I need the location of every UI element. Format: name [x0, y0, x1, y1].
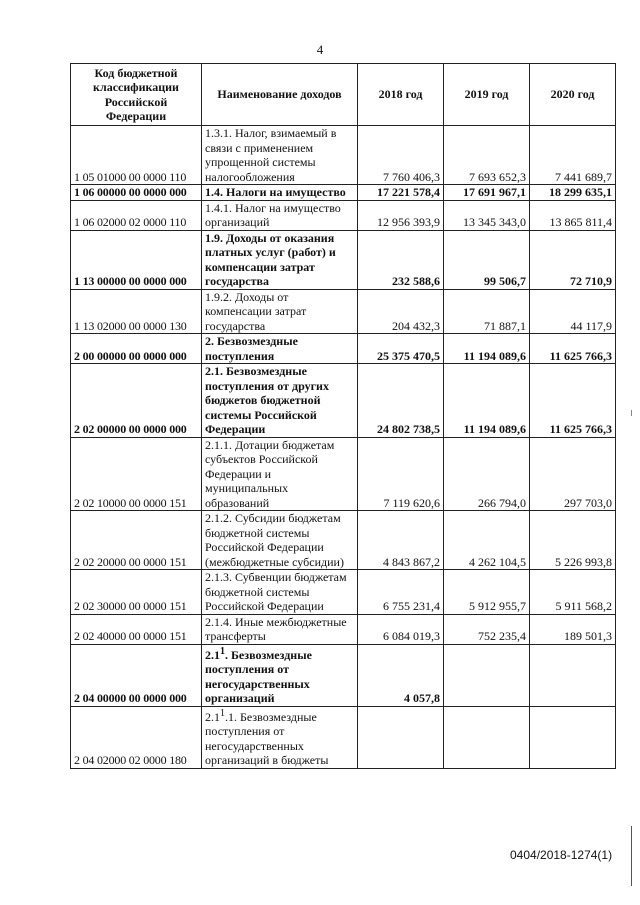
row-value-2019 [444, 644, 530, 706]
row-value-2020: 11 625 766,3 [530, 364, 616, 438]
row-value-2019: 13 345 343,0 [444, 200, 530, 230]
table-row [71, 364, 616, 438]
row-value-2018: 12 956 393,9 [358, 200, 444, 230]
table-row [71, 126, 616, 185]
table-header-row [71, 64, 616, 126]
row-code: 1 05 01000 00 0000 110 [71, 126, 202, 185]
row-value-2020 [530, 706, 616, 768]
row-value-2019 [444, 706, 530, 768]
row-name: 1.9.2. Доходы от компенсации затрат государства [202, 289, 358, 334]
row-name-text: . Безвозмездные поступления от негосударственных организаций [205, 647, 312, 705]
row-value-2018 [358, 706, 444, 768]
table-row [71, 185, 616, 201]
row-value-2020: 5 911 568,2 [530, 570, 616, 615]
table-row [71, 230, 616, 289]
row-value-2018: 232 588,6 [358, 230, 444, 289]
row-value-2018: 7 119 620,6 [358, 437, 444, 511]
row-code: 2 02 20000 00 0000 151 [71, 511, 202, 570]
scan-edge-line [631, 826, 632, 886]
page-number: 4 [316, 42, 324, 57]
row-code: 2 02 30000 00 0000 151 [71, 570, 202, 615]
row-value-2018: 4 843 867,2 [358, 511, 444, 570]
row-code: 2 04 02000 02 0000 180 [71, 706, 202, 768]
row-name-prefix: 2.1 [205, 709, 220, 724]
row-value-2019: 4 262 104,5 [444, 511, 530, 570]
row-value-2018: 25 375 470,5 [358, 334, 444, 364]
table-row [71, 334, 616, 364]
row-name-superscript: 1 [220, 707, 225, 719]
table-row [71, 614, 616, 644]
row-value-2020: 7 441 689,7 [530, 126, 616, 185]
header-code: Код бюджетной классификации Российской Федерации [71, 64, 202, 126]
table-row [71, 200, 616, 230]
row-value-2018: 4 057,8 [358, 644, 444, 706]
row-code: 2 02 10000 00 0000 151 [71, 437, 202, 511]
header-2019: 2019 год [444, 64, 530, 126]
row-value-2019: 752 235,4 [444, 614, 530, 644]
row-value-2020: 297 703,0 [530, 437, 616, 511]
row-value-2018: 24 802 738,5 [358, 364, 444, 438]
row-code: 2 00 00000 00 0000 000 [71, 334, 202, 364]
header-2018: 2018 год [358, 64, 444, 126]
row-name: 2.1.4. Иные межбюджетные трансферты [202, 614, 358, 644]
row-name-superscript: 1 [220, 645, 225, 657]
row-code: 2 02 40000 00 0000 151 [71, 614, 202, 644]
row-name: 1.4. Налоги на имущество [202, 185, 358, 201]
row-value-2018: 6 755 231,4 [358, 570, 444, 615]
row-value-2019: 71 887,1 [444, 289, 530, 334]
row-name-text: .1. Безвозмездные поступления от негосударственных организаций в бюджеты [205, 709, 329, 767]
row-value-2019: 5 912 955,7 [444, 570, 530, 615]
row-value-2018: 6 084 019,3 [358, 614, 444, 644]
document-number: 0404/2018-1274(1) [510, 848, 613, 862]
header-2020: 2020 год [530, 64, 616, 126]
row-code: 1 13 00000 00 0000 000 [71, 230, 202, 289]
scan-edge-mark [631, 410, 632, 416]
row-value-2018: 17 221 578,4 [358, 185, 444, 201]
row-name: 1.4.1. Налог на имущество организаций [202, 200, 358, 230]
row-value-2019: 11 194 089,6 [444, 364, 530, 438]
row-code: 2 04 00000 00 0000 000 [71, 644, 202, 706]
row-value-2020 [530, 644, 616, 706]
row-value-2019: 7 693 652,3 [444, 126, 530, 185]
revenue-table [70, 63, 616, 769]
row-value-2019: 99 506,7 [444, 230, 530, 289]
row-name: 2. Безвозмездные поступления [202, 334, 358, 364]
row-name [202, 706, 358, 768]
table-row [71, 570, 616, 615]
row-name [202, 644, 358, 706]
row-name: 2.1.2. Субсидии бюджетам бюджетной системы Российской Федерации (межбюджетные субсидии) [202, 511, 358, 570]
row-value-2019: 11 194 089,6 [444, 334, 530, 364]
row-value-2020: 18 299 635,1 [530, 185, 616, 201]
table-row [71, 706, 616, 768]
row-name: 1.3.1. Налог, взимаемый в связи с применением упрощенной системы налогообложения [202, 126, 358, 185]
row-value-2020: 13 865 811,4 [530, 200, 616, 230]
row-value-2020: 11 625 766,3 [530, 334, 616, 364]
row-value-2019: 266 794,0 [444, 437, 530, 511]
table-row [71, 511, 616, 570]
row-name: 2.1.1. Дотации бюджетам субъектов Российской Федерации и муниципальных образований [202, 437, 358, 511]
row-name-prefix: 2.1 [205, 647, 220, 662]
row-value-2019: 17 691 967,1 [444, 185, 530, 201]
header-name: Наименование доходов [202, 64, 358, 126]
row-code: 1 13 02000 00 0000 130 [71, 289, 202, 334]
table-row [71, 437, 616, 511]
row-code: 2 02 00000 00 0000 000 [71, 364, 202, 438]
row-value-2020: 5 226 993,8 [530, 511, 616, 570]
row-value-2020: 72 710,9 [530, 230, 616, 289]
row-name: 2.1.3. Субвенции бюджетам бюджетной системы Российской Федерации [202, 570, 358, 615]
row-name: 2.1. Безвозмездные поступления от других бюджетов бюджетной системы Российской Федерации [202, 364, 358, 438]
row-name: 1.9. Доходы от оказания платных услуг (работ) и компенсации затрат государства [202, 230, 358, 289]
row-code: 1 06 00000 00 0000 000 [71, 185, 202, 201]
row-value-2018: 204 432,3 [358, 289, 444, 334]
row-code: 1 06 02000 02 0000 110 [71, 200, 202, 230]
row-value-2020: 189 501,3 [530, 614, 616, 644]
row-value-2020: 44 117,9 [530, 289, 616, 334]
table-row [71, 289, 616, 334]
table-row [71, 644, 616, 706]
row-value-2018: 7 760 406,3 [358, 126, 444, 185]
